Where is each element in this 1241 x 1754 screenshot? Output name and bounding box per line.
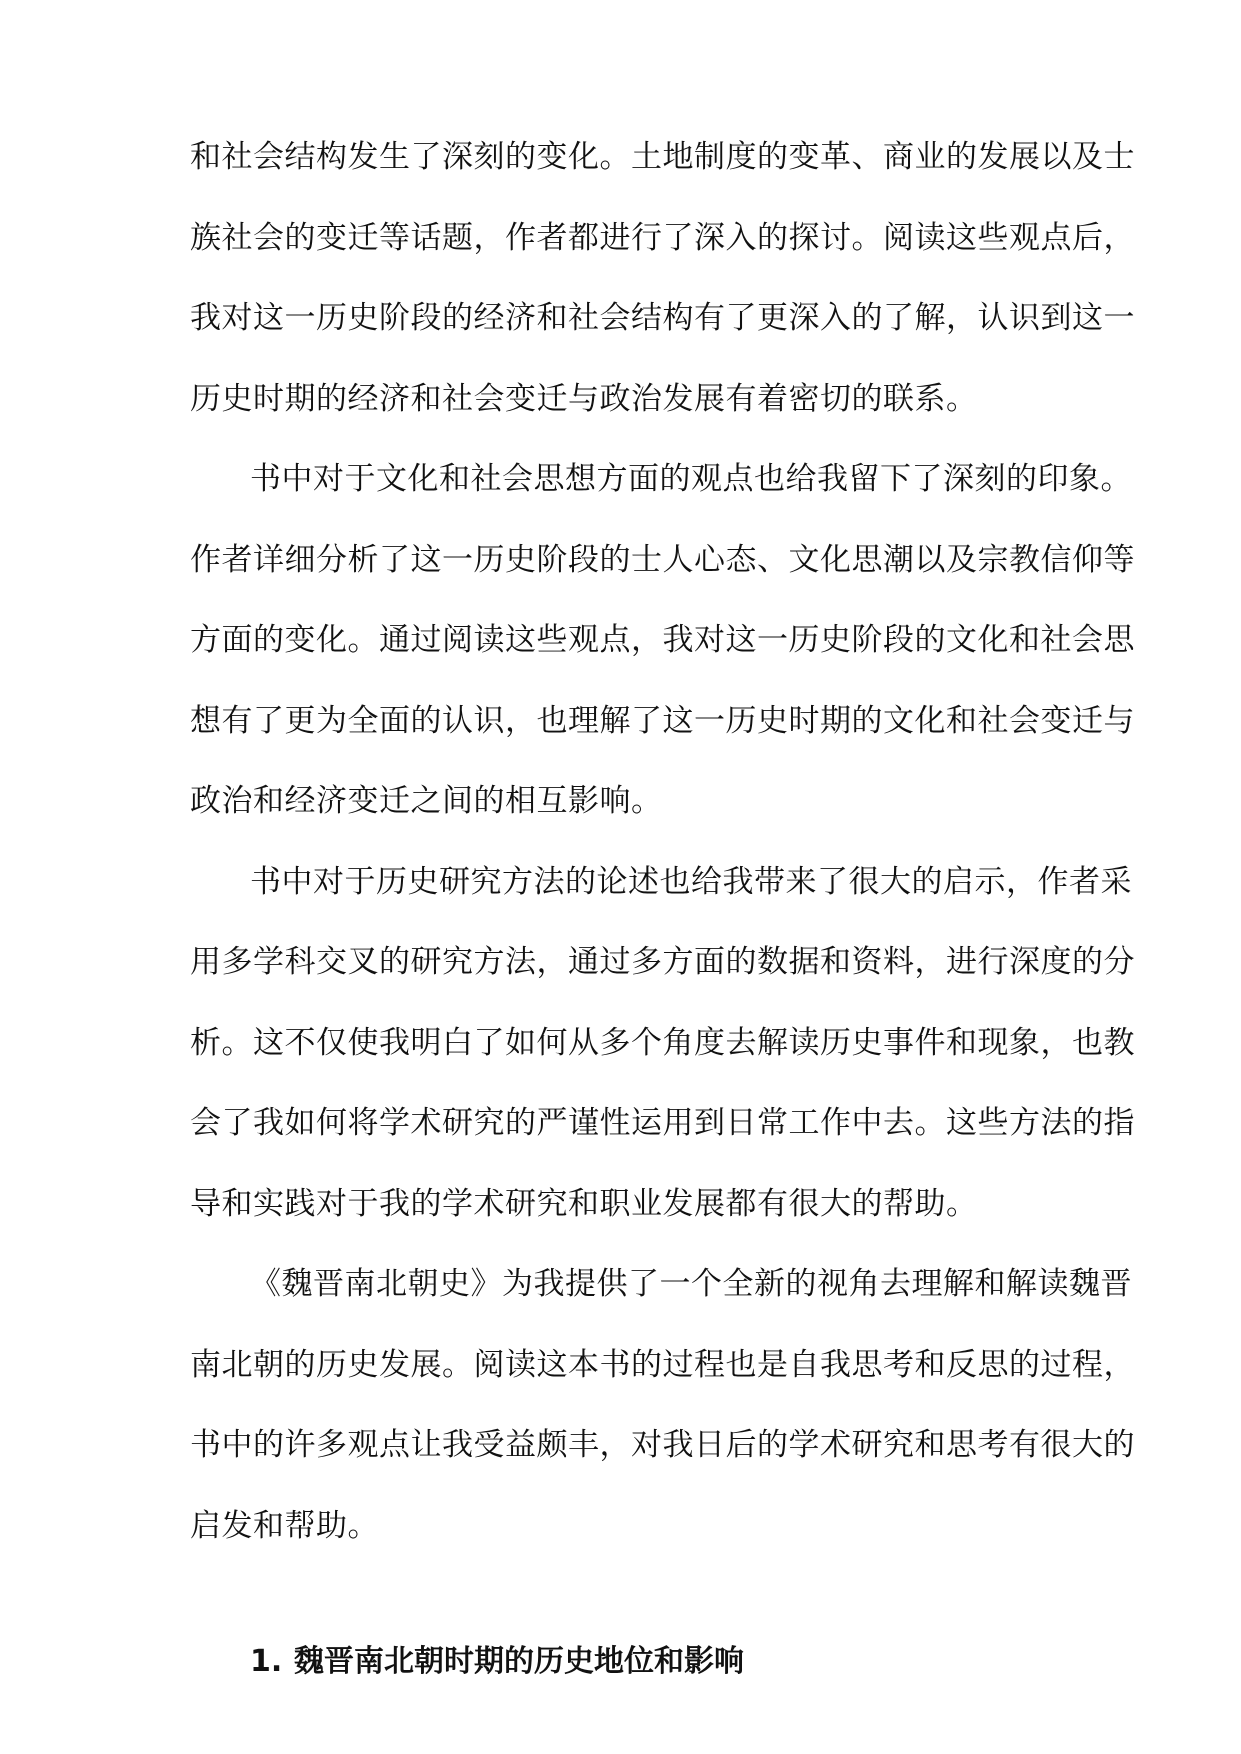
paragraph-4-line-4: 启发和帮助。	[190, 1508, 379, 1544]
paragraph-1-line-1: 和社会结构发生了深刻的变化。土地制度的变革、商业的发展以及士	[190, 139, 1135, 175]
section-heading-text: 魏晋南北朝时期的历史地位和影响	[294, 1644, 744, 1679]
paragraph-2-line-2: 作者详细分析了这一历史阶段的士人心态、文化思潮以及宗教信仰等	[190, 542, 1135, 578]
paragraph-1-line-4: 历史时期的经济和社会变迁与政治发展有着密切的联系。	[190, 381, 978, 417]
paragraph-3-line-1: 书中对于历史研究方法的论述也给我带来了很大的启示，作者采	[250, 864, 1132, 900]
paragraph-2-line-1: 书中对于文化和社会思想方面的观点也给我留下了深刻的印象。	[250, 461, 1132, 497]
paragraph-1-line-3: 我对这一历史阶段的经济和社会结构有了更深入的了解，认识到这一	[190, 300, 1135, 336]
paragraph-2-line-3: 方面的变化。通过阅读这些观点，我对这一历史阶段的文化和社会思	[190, 622, 1135, 658]
paragraph-3-line-2: 用多学科交叉的研究方法，通过多方面的数据和资料，进行深度的分	[190, 944, 1135, 980]
paragraph-3-line-5: 导和实践对于我的学术研究和职业发展都有很大的帮助。	[190, 1186, 978, 1222]
paragraph-3-line-3: 析。这不仅使我明白了如何从多个角度去解读历史事件和现象，也教	[190, 1025, 1135, 1061]
paragraph-4-line-3: 书中的许多观点让我受益颇丰，对我日后的学术研究和思考有很大的	[190, 1427, 1135, 1463]
section-heading	[250, 1642, 744, 1682]
paragraph-2-line-4: 想有了更为全面的认识，也理解了这一历史时期的文化和社会变迁与	[190, 703, 1135, 739]
paragraph-1-line-2: 族社会的变迁等话题，作者都进行了深入的探讨。阅读这些观点后，	[190, 220, 1135, 256]
paragraph-4-line-2: 南北朝的历史发展。阅读这本书的过程也是自我思考和反思的过程，	[190, 1347, 1135, 1383]
section-heading-number: 1.	[250, 1644, 283, 1679]
paragraph-2-line-5: 政治和经济变迁之间的相互影响。	[190, 783, 663, 819]
paragraph-4-line-1: 《魏晋南北朝史》为我提供了一个全新的视角去理解和解读魏晋	[250, 1266, 1132, 1302]
paragraph-3-line-4: 会了我如何将学术研究的严谨性运用到日常工作中去。这些方法的指	[190, 1105, 1135, 1141]
